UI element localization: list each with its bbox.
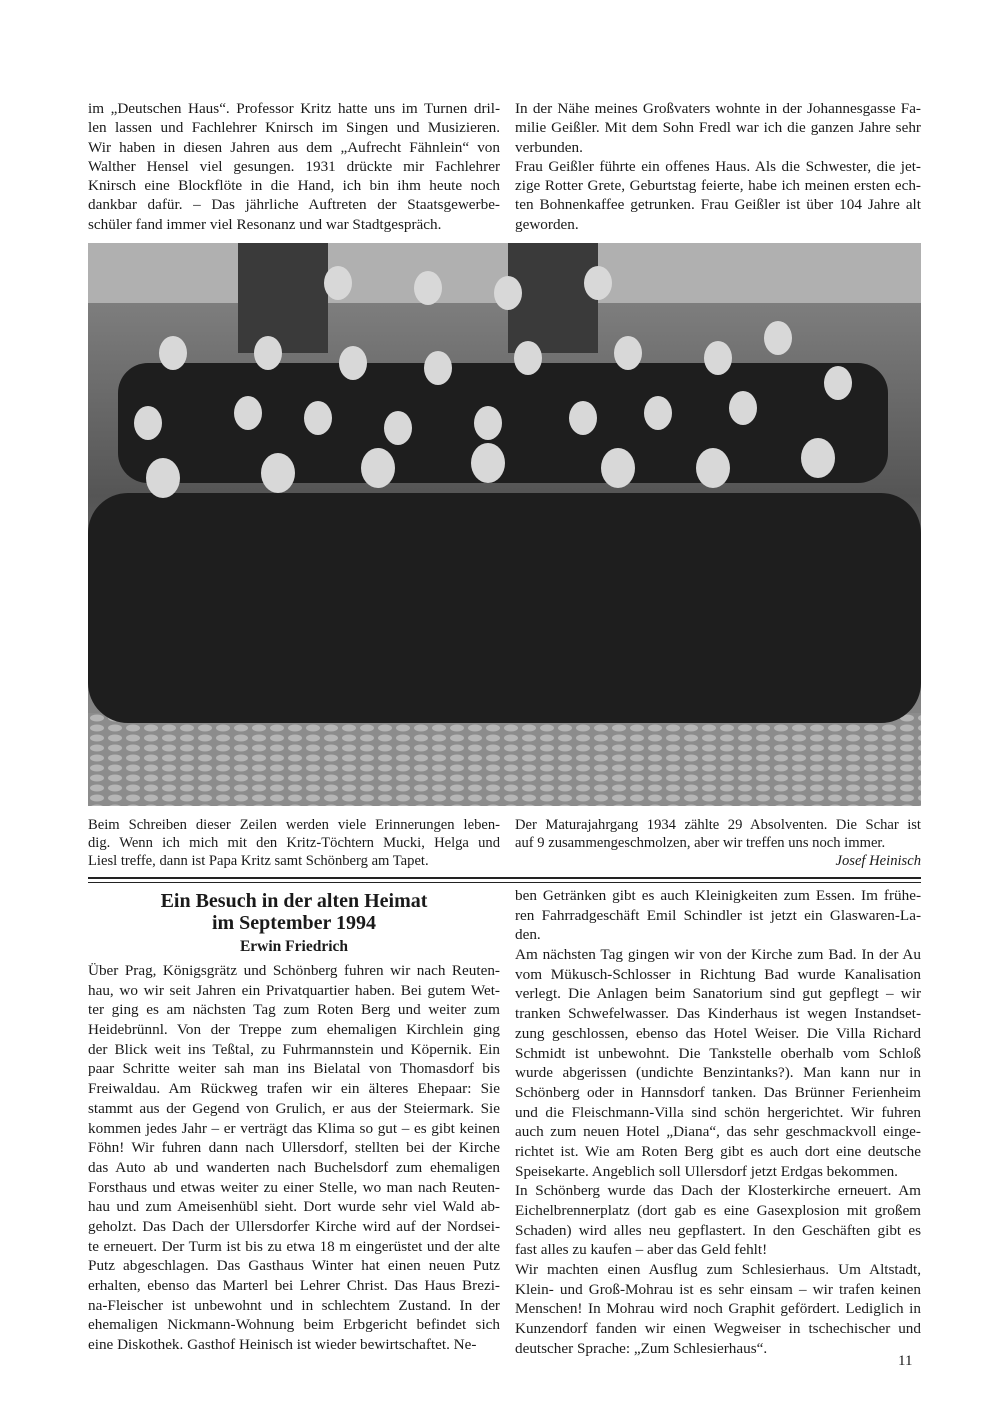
article-right-column [515,886,921,1359]
text-line: hau und zum Ameisenhübl sieht. Dort wurde sehr viel Wald ab- [88,1198,500,1216]
article-title-line2: im September 1994 [211,912,377,934]
text-line: Über Prag, Königsgrätz und Schönberg fuhren wir nach Reuten- [88,962,500,979]
text-line: deutscher Sprache: „Zum Schlesierhaus“. [515,1339,768,1357]
text-line: der Blick weit ins Teßtal, zu Fuhrmannstein und Köpernik. Ein [88,1040,500,1058]
text-line: Forsthaus und etwas weiter zu einer Stelle, wo man nach Reuten- [88,1178,500,1196]
text-line: richtet ist. Wie am Roten Berg gibt es auch dort eine deutsche [515,1142,921,1160]
text-line: Schmidt ist unbewohnt. Die Tankstelle oberhalb vom Schloß [515,1044,921,1062]
text-line: eine Diskothek. Gasthof Heinisch ist wieder bewirtschaftet. Ne- [88,1336,477,1354]
text-line: geworden. [515,215,579,233]
text-line: In der Nähe meines Großvaters wohnte in der Johannesgasse Fa- [515,100,921,117]
text-line: und die Fleischmann-Villa sind schön hergerichtet. Wir fuhren [515,1103,921,1121]
text-line: dankbar dafür. – Das jährliche Auftreten der Staatsgewerbe- [88,196,500,214]
divider-rule [88,882,921,883]
text-line: dig. Wenn ich mich mit den Kritz-Töchtern Mucki, Helga und [88,835,500,851]
text-line: den. [515,926,541,944]
text-line: kommen jedes Jahr – er verträgt das Klima so gut – es gibt keinen [88,1119,500,1137]
text-line: verbunden. [515,138,583,156]
text-line: Menschen! In Mohrau wird noch Graphit gefördert. Lediglich in [515,1300,921,1318]
text-line: hau, wo wir seit Jahren ein Privatquartier haben. Bei gutem Wet- [88,981,500,999]
top-right-column [515,99,921,234]
text-line: vom Mükusch-Schlosser in Richtung Bad wurde Kanalisation [515,965,921,983]
text-line: fast alles zu kaufen – aber das Geld fehlt! [515,1241,768,1259]
text-line: paar Schritte weiter sah man ins Bielatal von Thomasdorf bis [88,1060,500,1078]
text-line: im „Deutschen Haus“. Professor Kritz hatte uns im Turnen dril- [88,100,500,117]
text-line: Freiwaldau. Am Rückweg trafen wir ein älteres Ehepaar: Sie [88,1080,500,1098]
text-line: Wir machten einen Ausflug zum Schlesierhaus. Um Altstadt, [515,1261,921,1279]
text-line: Speisekarte. Angeblich soll Ullersdorf jetzt Erdgas bekommen. [515,1162,898,1180]
text-line: auf 9 zusammengeschmolzen, aber wir treffen uns noch immer. [515,835,886,851]
text-line: Walther Hensel viel gesungen. 1931 drückte mir Fachlehrer [88,157,500,175]
text-line: stammt aus der Gegend von Grulich, er aus der Steiermark. Sie [88,1099,500,1117]
caption-left [88,816,500,870]
page-number: 11 [898,1353,913,1369]
text-line: das Auto ab und wanderten nach Buchelsdorf zum ehemaligen [88,1158,500,1176]
text-line: erhalten, ebenso das Marterl bei Lehrer Christ. Das Haus Brezi- [88,1277,500,1294]
text-line: Schaden) wird alles neu gepflastert. In den Geschäften gibt es [515,1221,921,1239]
text-line: Liesl treffe, dann ist Papa Kritz samt Schönberg am Tapet. [88,853,429,869]
text-line: Föhn! Wir fuhren dann nach Ullersdorf, stellten bei der Kirche [88,1139,500,1157]
caption-right [515,816,921,870]
text-line: Eichelbrennerplatz (dort gab es eine Gasexplosion mit großem [515,1202,921,1219]
text-line: geholzt. Das Dach der Ullersdorfer Kirche wird auf der Nordsei- [88,1217,500,1235]
text-line: Kunzendorf fanden wir einen Wegweiser in tschechischer und [515,1320,921,1338]
text-line: na-Fleischer ist unbewohnt und in schlechtem Zustand. In der [88,1296,500,1314]
text-line: Putz abgeschlagen. Das Gasthaus Winter hat einen neuen Putz [88,1257,500,1275]
article-title-line1: Ein Besuch in der alten Heimat [160,890,428,912]
text-line: Frau Geißler führte ein offenes Haus. Als die Schwester, die jet- [515,157,921,175]
text-line: Der Maturajahrgang 1934 zählte 29 Absolventen. Die Schar ist [515,817,921,833]
text-line: Schönberg oder in Hannsdorf tanken. Das Brünner Ferienheim [515,1083,921,1101]
text-line: ben Getränken gibt es auch Kleinigkeiten zum Essen. Im frühe- [515,887,921,904]
text-line: ter ging es am nächsten Tag zum Roten Berg und weiter zum [88,1001,500,1019]
article-left-column [88,961,500,1355]
text-line: zung geschlossen, ebenso das Hotel Weiser. Die Villa Richard [515,1024,921,1042]
text-line: In Schönberg wurde das Dach der Klosterkirche erneuert. Am [515,1182,921,1200]
article-author: Erwin Friedrich [239,938,349,955]
text-line: milie Geißler. Mit dem Sohn Fredl war ich die ganzen Jahre sehr [515,119,921,137]
text-line: schüler fand immer viel Resonanz und war Stadtgespräch. [88,215,442,233]
text-line: len lassen und Fachlehrer Knirsch im Singen und Musizieren. [88,119,500,137]
text-line: tranken Schwefelwasser. Das Kinderhaus ist wegen Instandset- [515,1005,921,1023]
divider-rule [88,877,921,879]
class-group-photo [88,243,921,806]
text-line: Knirsch eine Blockflöte in die Hand, ich bin ihm heute noch [88,177,500,195]
text-line: Beim Schreiben dieser Zeilen werden viele Erinnerungen leben- [88,817,500,833]
text-line: Klein- und Groß-Mohrau ist es sehr einsam – wir trafen keinen [515,1280,921,1298]
text-line: ten Bohnenkaffee getrunken. Frau Geißler ist über 104 Jahre alt [515,196,921,214]
text-line: te erneuert. Der Turm ist bis zu etwa 18 m eingerüstet und der alte [88,1237,500,1255]
article-heading [88,890,500,957]
text-line: auch zum neuen Hotel „Diana“, das sehr geschmackvoll einge- [515,1123,921,1141]
text-line: Heidebrünnl. Von der Treppe zum ehemaligen Kirchlein ging [88,1021,500,1039]
top-left-column [88,99,500,234]
signature: Josef Heinisch [835,853,921,869]
text-line: zige Rotter Grete, Geburtstag feierte, habe ich meinen ersten ech- [515,177,921,195]
text-line: Am nächsten Tag gingen wir von der Kirche zum Bad. In der Au [515,946,921,964]
text-line: verlegt. Die Anlagen beim Sanatorium sind gut gepflegt – wir [515,985,921,1003]
text-line: ehemaligen Nickmann-Wohnung beim Erbgericht befindet sich [88,1316,500,1334]
text-line: ren Fahrradgeschäft Emil Schindler ist jetzt ein Glaswaren-La- [515,906,921,924]
caption-right-text [515,816,921,852]
text-line: wurde abgerissen (undichte Benzintanks?). Man kann nur in [515,1064,921,1082]
text-line: Wir haben in diesen Jahren aus dem „Aufrecht Fähnlein“ von [88,138,500,156]
